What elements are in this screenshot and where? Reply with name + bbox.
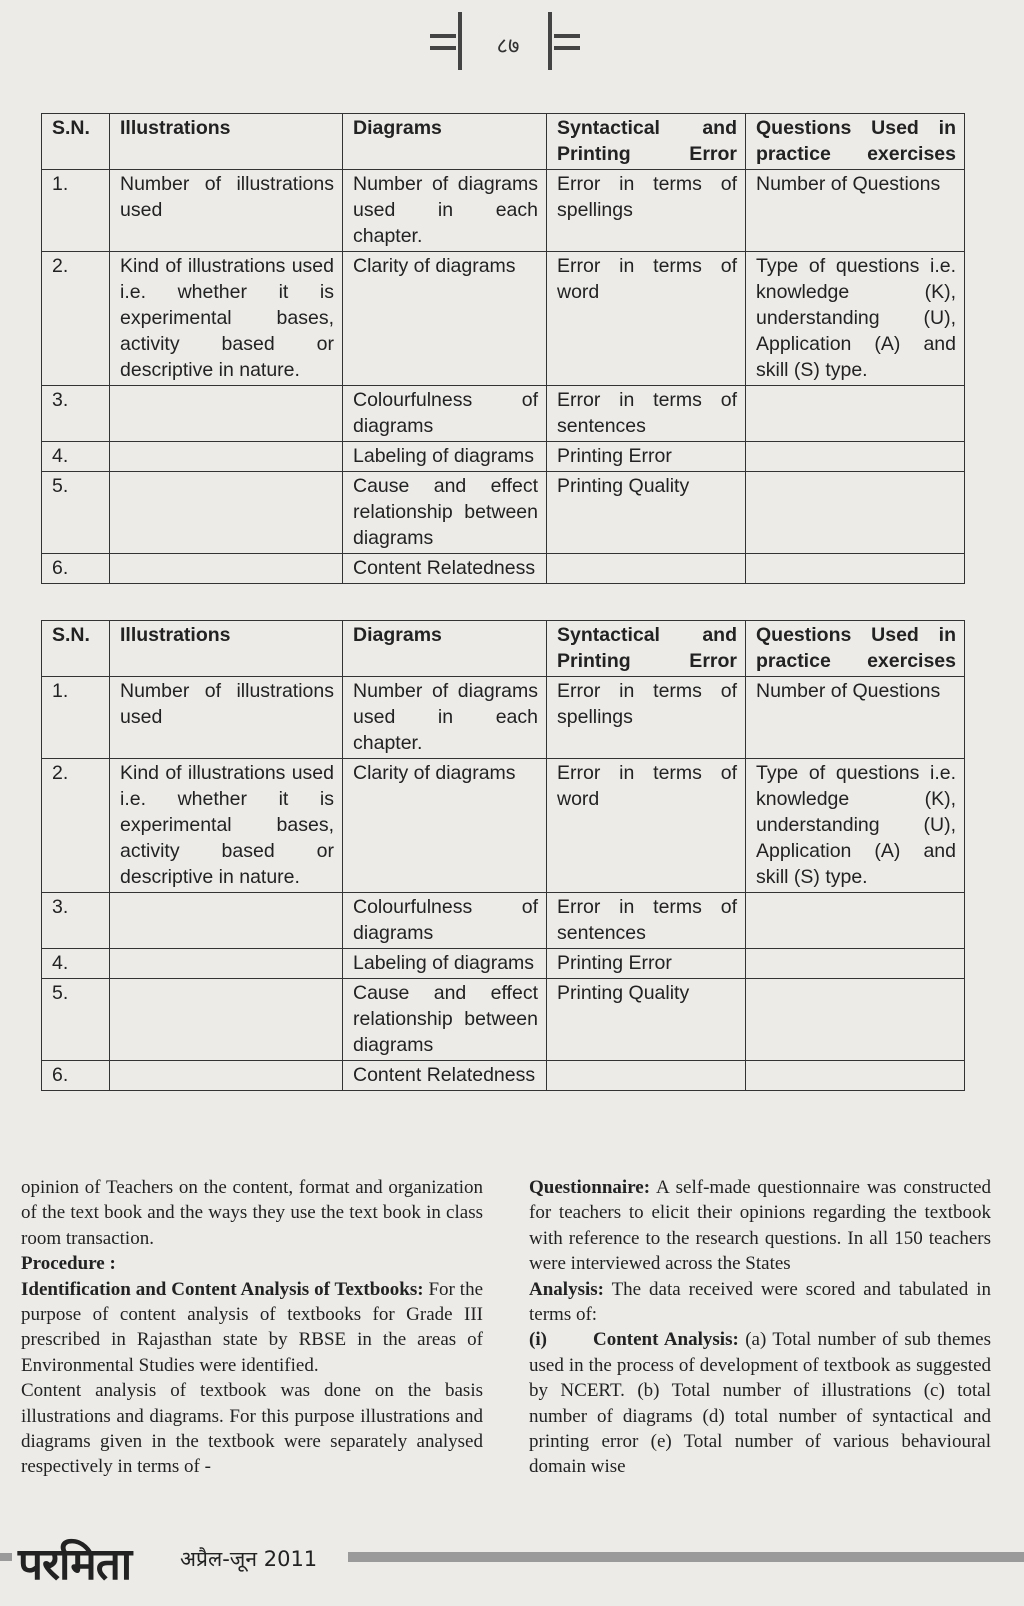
paragraph — [529, 1175, 991, 1277]
cell-questions — [746, 949, 965, 979]
header-sn: S.N. — [42, 621, 110, 677]
header-diagrams: Diagrams — [343, 114, 547, 170]
cell-sn: 5. — [42, 979, 110, 1061]
content-index: (i) — [529, 1329, 547, 1351]
cell-syntactical-error: Error in terms of word — [547, 759, 746, 893]
cell-syntactical-error: Error in terms of sentences — [547, 386, 746, 442]
cell-illustrations — [110, 893, 343, 949]
cell-questions — [746, 554, 965, 584]
table-row — [42, 979, 965, 1061]
cell-diagrams: Content Relatedness — [343, 1061, 547, 1091]
table-row — [42, 893, 965, 949]
cell-syntactical-error: Printing Error — [547, 949, 746, 979]
content-analysis-label: Content Analysis: — [593, 1329, 739, 1351]
cell-syntactical-error: Printing Quality — [547, 472, 746, 554]
cell-sn: 2. — [42, 759, 110, 893]
questionnaire-label: Questionnaire: — [529, 1177, 651, 1198]
page-number-text: ८७ — [496, 34, 520, 59]
cell-questions: Number of Questions — [746, 170, 965, 252]
cell-questions: Type of questions i.e. knowledge (K), understanding (U), Application (A) and skill (S) type. — [746, 252, 965, 386]
table-row — [42, 949, 965, 979]
cell-illustrations — [110, 949, 343, 979]
cell-sn: 5. — [42, 472, 110, 554]
header-illustrations: Illustrations — [110, 114, 343, 170]
paragraph — [21, 1277, 483, 1379]
page-number — [430, 6, 580, 66]
cell-sn: 4. — [42, 949, 110, 979]
cell-illustrations: Number of illustrations used — [110, 170, 343, 252]
cell-syntactical-error: Error in terms of word — [547, 252, 746, 386]
header-syntactical-error: Syntactical and Printing Error — [547, 114, 746, 170]
table-row — [42, 252, 965, 386]
table-row — [42, 759, 965, 893]
analysis-body: The data received were scored and tabulated in terms of: — [529, 1278, 991, 1326]
table-header-row — [42, 621, 965, 677]
cell-syntactical-error: Error in terms of spellings — [547, 170, 746, 252]
text-column-right — [529, 1175, 991, 1480]
identification-body: For the purpose of content analysis of textbooks for Grade III prescribed in Rajasthan state by RBSE in the areas of Environmental Studies were identified. — [21, 1278, 484, 1376]
cell-sn: 1. — [42, 677, 110, 759]
cell-questions — [746, 1061, 965, 1091]
table-row — [42, 442, 965, 472]
cell-diagrams: Clarity of diagrams — [343, 252, 547, 386]
cell-syntactical-error: Printing Error — [547, 442, 746, 472]
cell-sn: 1. — [42, 170, 110, 252]
issue-date: अप्रैल-जून 2011 — [180, 1547, 318, 1571]
table-row — [42, 677, 965, 759]
cell-diagrams: Labeling of diagrams — [343, 949, 547, 979]
cell-illustrations: Kind of illustrations used i.e. whether it is experimental bases, activity based or descriptive in nature. — [110, 759, 343, 893]
cell-sn: 4. — [42, 442, 110, 472]
cell-sn: 3. — [42, 386, 110, 442]
cell-questions — [746, 386, 965, 442]
cell-questions — [746, 893, 965, 949]
analysis-label: Analysis: — [529, 1278, 604, 1300]
cell-syntactical-error — [547, 554, 746, 584]
cell-sn: 6. — [42, 554, 110, 584]
footer-rule — [348, 1552, 1024, 1562]
cell-diagrams: Clarity of diagrams — [343, 759, 547, 893]
cell-illustrations — [110, 979, 343, 1061]
journal-logo: परमिता — [18, 1539, 132, 1590]
cell-diagrams: Number of diagrams used in each chapter. — [343, 170, 547, 252]
cell-syntactical-error: Error in terms of spellings — [547, 677, 746, 759]
table-row — [42, 554, 965, 584]
table-row — [42, 170, 965, 252]
cell-sn: 3. — [42, 893, 110, 949]
cell-diagrams: Colourfulness of diagrams — [343, 893, 547, 949]
cell-illustrations — [110, 1061, 343, 1091]
header-syntactical-error: Syntactical and Printing Error — [547, 621, 746, 677]
cell-sn: 6. — [42, 1061, 110, 1091]
paragraph: Content analysis of textbook was done on the basis illustrations and diagrams. For this purpose illustrations and diagrams given in the textbook were separately analysed respectively in terms of - — [21, 1380, 483, 1478]
cell-diagrams: Number of diagrams used in each chapter. — [343, 677, 547, 759]
table-row — [42, 386, 965, 442]
procedure-heading: Procedure : — [21, 1253, 116, 1275]
cell-illustrations: Kind of illustrations used i.e. whether it is experimental bases, activity based or descriptive in nature. — [110, 252, 343, 386]
analysis-table-2 — [41, 620, 965, 1091]
header-diagrams: Diagrams — [343, 621, 547, 677]
cell-questions — [746, 979, 965, 1061]
table-row — [42, 1061, 965, 1091]
cell-illustrations — [110, 554, 343, 584]
paragraph — [529, 1277, 991, 1328]
cell-illustrations — [110, 442, 343, 472]
cell-questions: Number of Questions — [746, 677, 965, 759]
header-sn: S.N. — [42, 114, 110, 170]
cell-syntactical-error: Printing Quality — [547, 979, 746, 1061]
text-column-left — [21, 1175, 483, 1480]
cell-illustrations — [110, 472, 343, 554]
table-header-row — [42, 114, 965, 170]
paragraph: opinion of Teachers on the content, format and organization of the text book and the ways they use the text book in class room transaction. — [21, 1177, 483, 1249]
cell-questions: Type of questions i.e. knowledge (K), understanding (U), Application (A) and skill (S) type. — [746, 759, 965, 893]
questionnaire-body: A self-made questionnaire was constructed for teachers to elicit their opinions regarding the textbook with reference to the research questions. In all 150 teachers were interviewed across the States — [529, 1177, 992, 1275]
cell-diagrams: Content Relatedness — [343, 554, 547, 584]
paragraph — [529, 1327, 991, 1479]
cell-illustrations: Number of illustrations used — [110, 677, 343, 759]
table-row — [42, 472, 965, 554]
cell-diagrams: Colourfulness of diagrams — [343, 386, 547, 442]
header-questions: Questions Used in practice exercises — [746, 621, 965, 677]
cell-illustrations — [110, 386, 343, 442]
footer-rule-left — [0, 1553, 12, 1561]
header-illustrations: Illustrations — [110, 621, 343, 677]
identification-label: Identification and Content Analysis of Textbooks: — [21, 1278, 424, 1300]
cell-syntactical-error — [547, 1061, 746, 1091]
cell-diagrams: Labeling of diagrams — [343, 442, 547, 472]
cell-questions — [746, 472, 965, 554]
cell-sn: 2. — [42, 252, 110, 386]
analysis-table-1 — [41, 113, 965, 584]
content-analysis-body: (a) Total number of sub themes used in the process of development of textbook as suggested by NCERT. (b) Total number of illustrations (c) total number of diagrams (d) total number of syntactical and printing error (e) Total number of various behavioural domain wise — [529, 1329, 992, 1478]
cell-questions — [746, 442, 965, 472]
cell-diagrams: Cause and effect relationship between diagrams — [343, 979, 547, 1061]
cell-syntactical-error: Error in terms of sentences — [547, 893, 746, 949]
header-questions: Questions Used in practice exercises — [746, 114, 965, 170]
cell-diagrams: Cause and effect relationship between diagrams — [343, 472, 547, 554]
